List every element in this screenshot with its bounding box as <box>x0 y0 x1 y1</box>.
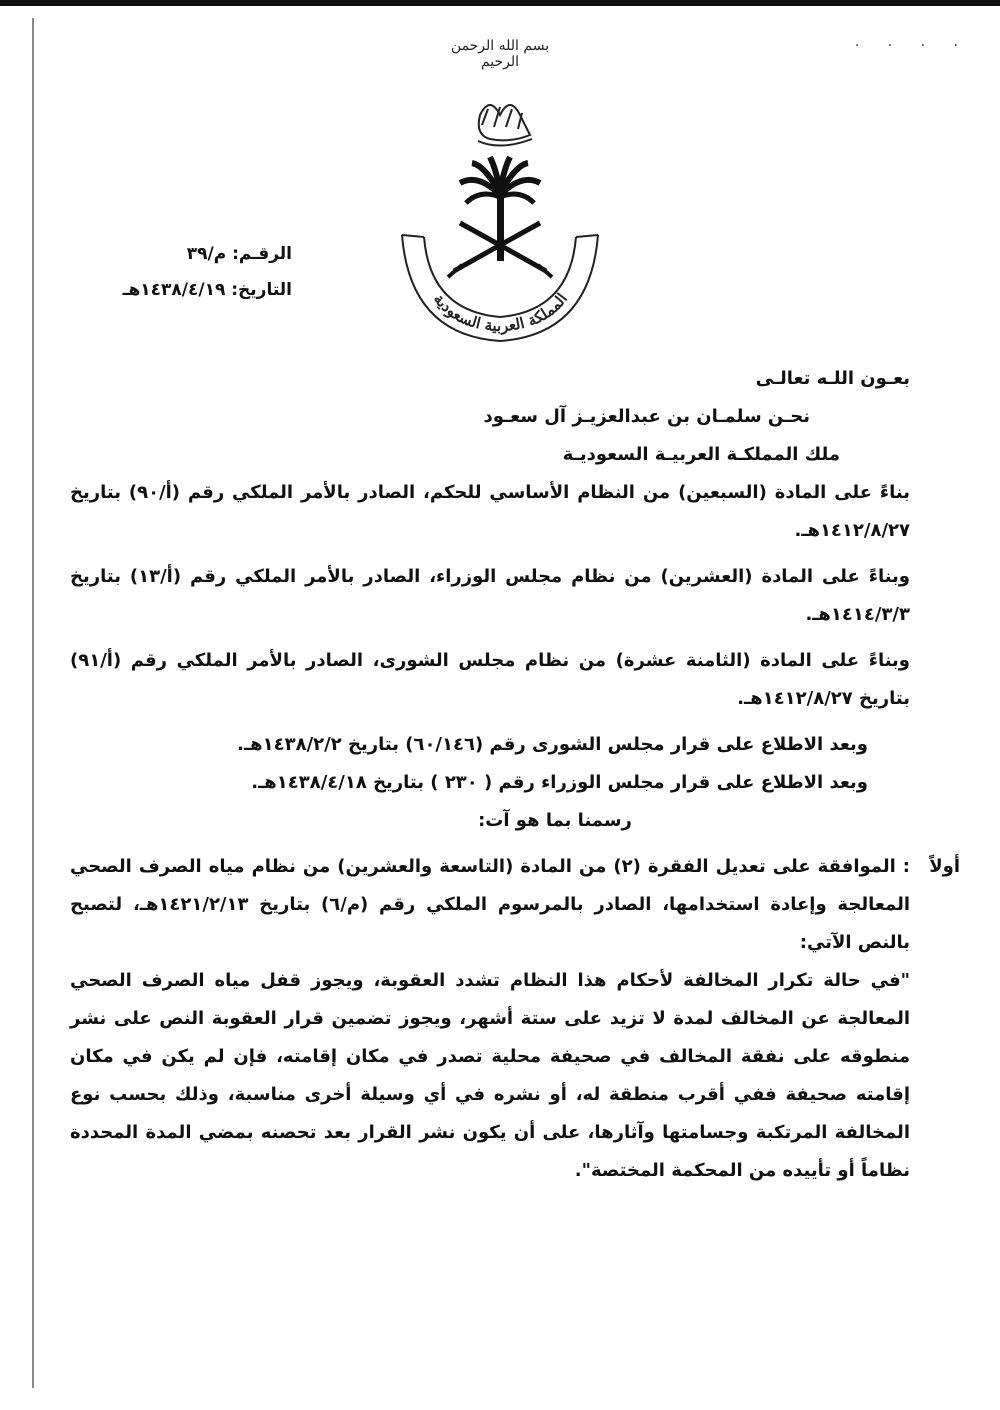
bismillah: بسم الله الرحمن الرحيم <box>450 38 550 70</box>
preamble-paragraph-1: بناءً على المادة (السبعين) من النظام الأساسي للحكم، الصادر بالأمر الملكي رقم (أ/٩٠) بتاريخ ١٤١٢/٨/٢٧هـ. <box>70 482 911 541</box>
quoted-amendment: "في حالة تكرار المخالفة لأحكام هذا النظام تشدد العقوبة، ويجوز قفل مياه الصرف الصحي المعالجة عن المخالف لمدة لا تزيد على ستة أشهر، ويجوز تضمين قرار العقوبة النص على نشر منطوقه على نفقة المخالف في صحيفة محلية تصدر في مكان إقامته، فإن لم يكن في مكان إقامته صحيفة ففي أقرب منطقة له، أو نشره في أي وسيلة أخرى مناسبة، وذلك بحسب نوع المخالفة المرتكبة وجسامتها وآثارها، على أن يكون نشر القرار بعد تحصنه بمضي المدة المحددة نظاماً أو تأييده من المحكمة المختصة". <box>70 970 910 1181</box>
king-name: نحـن سلمـان بن عبدالعزيـز آل سعـود <box>483 406 810 427</box>
review-line-1: وبعد الاطلاع على قرار مجلس الشورى رقم (٦٠/١٤٦) بتاريخ ١٤٣٨/٢/٢هـ. <box>237 734 868 755</box>
preamble-paragraph-2: وبناءً على المادة (العشرين) من نظام مجلس الوزراء، الصادر بالأمر الملكي رقم (أ/١٣) بتاريخ ١٤١٤/٣/٣هـ. <box>70 566 910 625</box>
decree-intro: رسمنا بما هو آت: <box>478 810 632 831</box>
emblem-ring-text: المملكة العربية السعودية <box>430 289 572 336</box>
preamble-paragraph-3: وبناءً على المادة (الثامنة عشرة) من نظام مجلس الشورى، الصادر بالأمر الملكي رقم (أ/٩١) بتاريخ ١٤١٢/٨/٢٧هـ. <box>70 650 910 709</box>
review-line-2: وبعد الاطلاع على قرار مجلس الوزراء رقم ( ٢٣٠ ) بتاريخ ١٤٣٨/٤/١٨هـ. <box>251 772 868 793</box>
saudi-emblem-icon <box>390 85 610 345</box>
shahada-calligraphy <box>478 105 532 146</box>
top-border <box>0 0 1000 6</box>
reference-date: التاريخ: ١٤٣٨/٤/١٩هـ <box>122 280 292 300</box>
item-text: : الموافقة على تعديل الفقرة (٢) من المادة (التاسعة والعشرين) من نظام مياه الصرف الصحي المعالجة وإعادة استخدامها، الصادر بالمرسوم الملكي رقم (م/٦) بتاريخ ١٤٢١/٢/١٣هـ، لتصبح بالنص الآتي: <box>70 856 910 953</box>
opening-phrase: بعـون اللـه تعالـى <box>755 368 910 389</box>
item-number: أولاً <box>929 856 960 877</box>
reference-number: الرقـم: م/٣٩ <box>186 244 292 264</box>
scan-specks: · · · · <box>854 38 970 54</box>
king-title: ملك المملكـة العربيـة السعوديـة <box>562 444 840 465</box>
decree-item-1 <box>70 848 960 1190</box>
left-margin-line <box>32 18 34 1388</box>
decree-body <box>70 360 960 1190</box>
reference-block <box>32 236 292 308</box>
